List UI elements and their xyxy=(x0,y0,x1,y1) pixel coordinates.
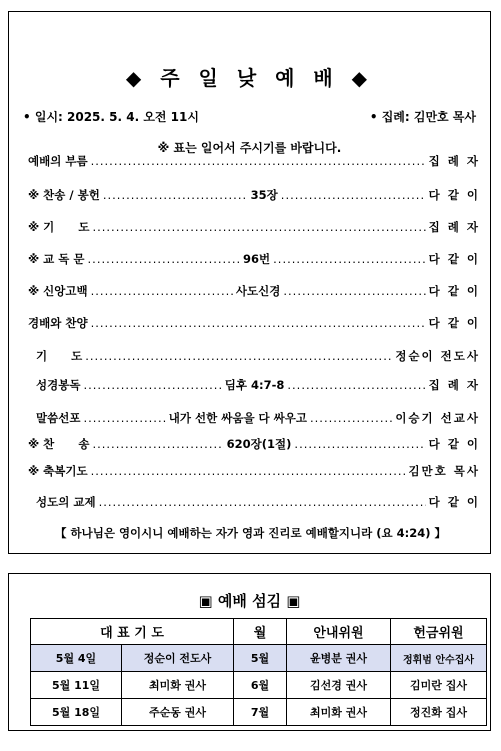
month: 5월 xyxy=(234,645,287,672)
program-item xyxy=(28,346,480,366)
usher: 김선경 권사 xyxy=(287,672,391,699)
standing-note: ※ 표는 일어서 주시기를 바랍니다. xyxy=(157,141,342,155)
program-item-label: 기 도 xyxy=(28,349,83,363)
leader-dots xyxy=(85,349,392,363)
program-item-leader: 집 례 자 xyxy=(428,220,480,234)
prayer-date: 5월 4일 xyxy=(31,645,122,672)
program-item-label: 성경봉독 xyxy=(28,378,81,392)
leader-dots xyxy=(287,378,425,392)
program-item-detail: 딤후 4:7-8 xyxy=(224,378,285,392)
program-item-label: ※ 교 독 문 xyxy=(28,252,85,266)
header-month: 월 xyxy=(234,619,287,645)
leader-dots xyxy=(91,154,426,168)
leader-dots xyxy=(281,188,426,202)
month: 6월 xyxy=(234,672,287,699)
leader-dots xyxy=(91,284,233,298)
program-item-leader: 집 례 자 xyxy=(428,154,480,168)
prayer-leader: 정순이 전도사 xyxy=(122,645,234,672)
month: 7월 xyxy=(234,699,287,726)
table-row xyxy=(31,672,487,699)
program-item xyxy=(28,408,480,428)
program-item-detail: 96번 xyxy=(243,252,271,266)
leader-dots xyxy=(99,495,426,509)
leader-dots xyxy=(103,188,248,202)
program-item-leader: 이승기 선교사 xyxy=(395,411,480,425)
program-item xyxy=(28,217,480,237)
program-item-label: ※ 찬송 / 봉헌 xyxy=(28,188,100,202)
program-item-leader: 김만호 목사 xyxy=(408,464,480,478)
program-item-label: ※ 신앙고백 xyxy=(28,284,88,298)
program-item-detail: 620장(1절) xyxy=(226,437,292,451)
service-roster-panel xyxy=(8,573,491,731)
program-item xyxy=(28,249,480,269)
leader-dots xyxy=(294,437,425,451)
program-item-detail: 사도신경 xyxy=(235,284,281,298)
program-item xyxy=(28,492,480,512)
leader-dots xyxy=(273,252,426,266)
officiant: • 집례: 김만호 목사 xyxy=(369,110,476,124)
leader-dots xyxy=(92,220,425,234)
offering-steward: 김미란 집사 xyxy=(391,672,487,699)
program-item-label: 예배의 부름 xyxy=(28,154,88,168)
program-item-leader: 다 같 이 xyxy=(428,316,480,330)
program-item xyxy=(28,281,480,301)
program-item-label: 경배와 찬양 xyxy=(28,316,88,330)
program-item-detail: 내가 선한 싸움을 다 싸우고 xyxy=(168,411,307,425)
program-item-leader: 정순이 전도사 xyxy=(395,349,480,363)
leader-dots xyxy=(88,252,241,266)
roster-title: ▣ 예배 섬김 ▣ xyxy=(198,592,301,610)
offering-steward: 정휘범 안수집사 xyxy=(391,645,487,672)
leader-dots xyxy=(92,437,223,451)
usher: 윤병분 권사 xyxy=(287,645,391,672)
prayer-leader: 최미화 권사 xyxy=(122,672,234,699)
program-item-label: ※ 찬 송 xyxy=(28,437,90,451)
prayer-date: 5월 18일 xyxy=(31,699,122,726)
program-item-label: ※ 축복기도 xyxy=(28,464,88,478)
scripture-verse: 【 하나님은 영이시니 예배하는 자가 영과 진리로 예배할지니라 (요 4:24) 】 xyxy=(55,526,446,540)
offering-steward: 정진화 집사 xyxy=(391,699,487,726)
program-item xyxy=(28,375,480,395)
prayer-date: 5월 11일 xyxy=(31,672,122,699)
roster-table xyxy=(30,618,487,726)
program-item-label: ※ 기 도 xyxy=(28,220,90,234)
leader-dots xyxy=(83,411,165,425)
leader-dots xyxy=(310,411,392,425)
program-item-leader: 집 례 자 xyxy=(428,378,480,392)
program-item xyxy=(28,461,480,481)
service-date: • 일시: 2025. 5. 4. 오전 11시 xyxy=(23,110,199,124)
program-item-detail: 35장 xyxy=(250,188,278,202)
leader-dots xyxy=(83,378,221,392)
program-item-leader: 다 같 이 xyxy=(428,188,480,202)
worship-title: ◆ 주 일 낮 예 배 ◆ xyxy=(125,66,374,90)
program-item-leader: 다 같 이 xyxy=(428,495,480,509)
usher: 최미화 권사 xyxy=(287,699,391,726)
table-row xyxy=(31,699,487,726)
header-usher: 안내위원 xyxy=(287,619,391,645)
header-prayer: 대 표 기 도 xyxy=(31,619,234,645)
program-item-leader: 다 같 이 xyxy=(428,284,480,298)
roster-header-row xyxy=(31,619,487,645)
program-item-leader: 다 같 이 xyxy=(428,252,480,266)
program-item-label: 성도의 교제 xyxy=(28,495,96,509)
leader-dots xyxy=(283,284,425,298)
table-row xyxy=(31,645,487,672)
program-item xyxy=(28,185,480,205)
program-item-leader: 다 같 이 xyxy=(428,437,480,451)
program-item xyxy=(28,313,480,333)
program-item xyxy=(28,151,480,171)
header-offering: 헌금위원 xyxy=(391,619,487,645)
program-item-label: 말씀선포 xyxy=(28,411,81,425)
program-item xyxy=(28,434,480,454)
leader-dots xyxy=(91,316,426,330)
prayer-leader: 주순동 권사 xyxy=(122,699,234,726)
leader-dots xyxy=(91,464,406,478)
